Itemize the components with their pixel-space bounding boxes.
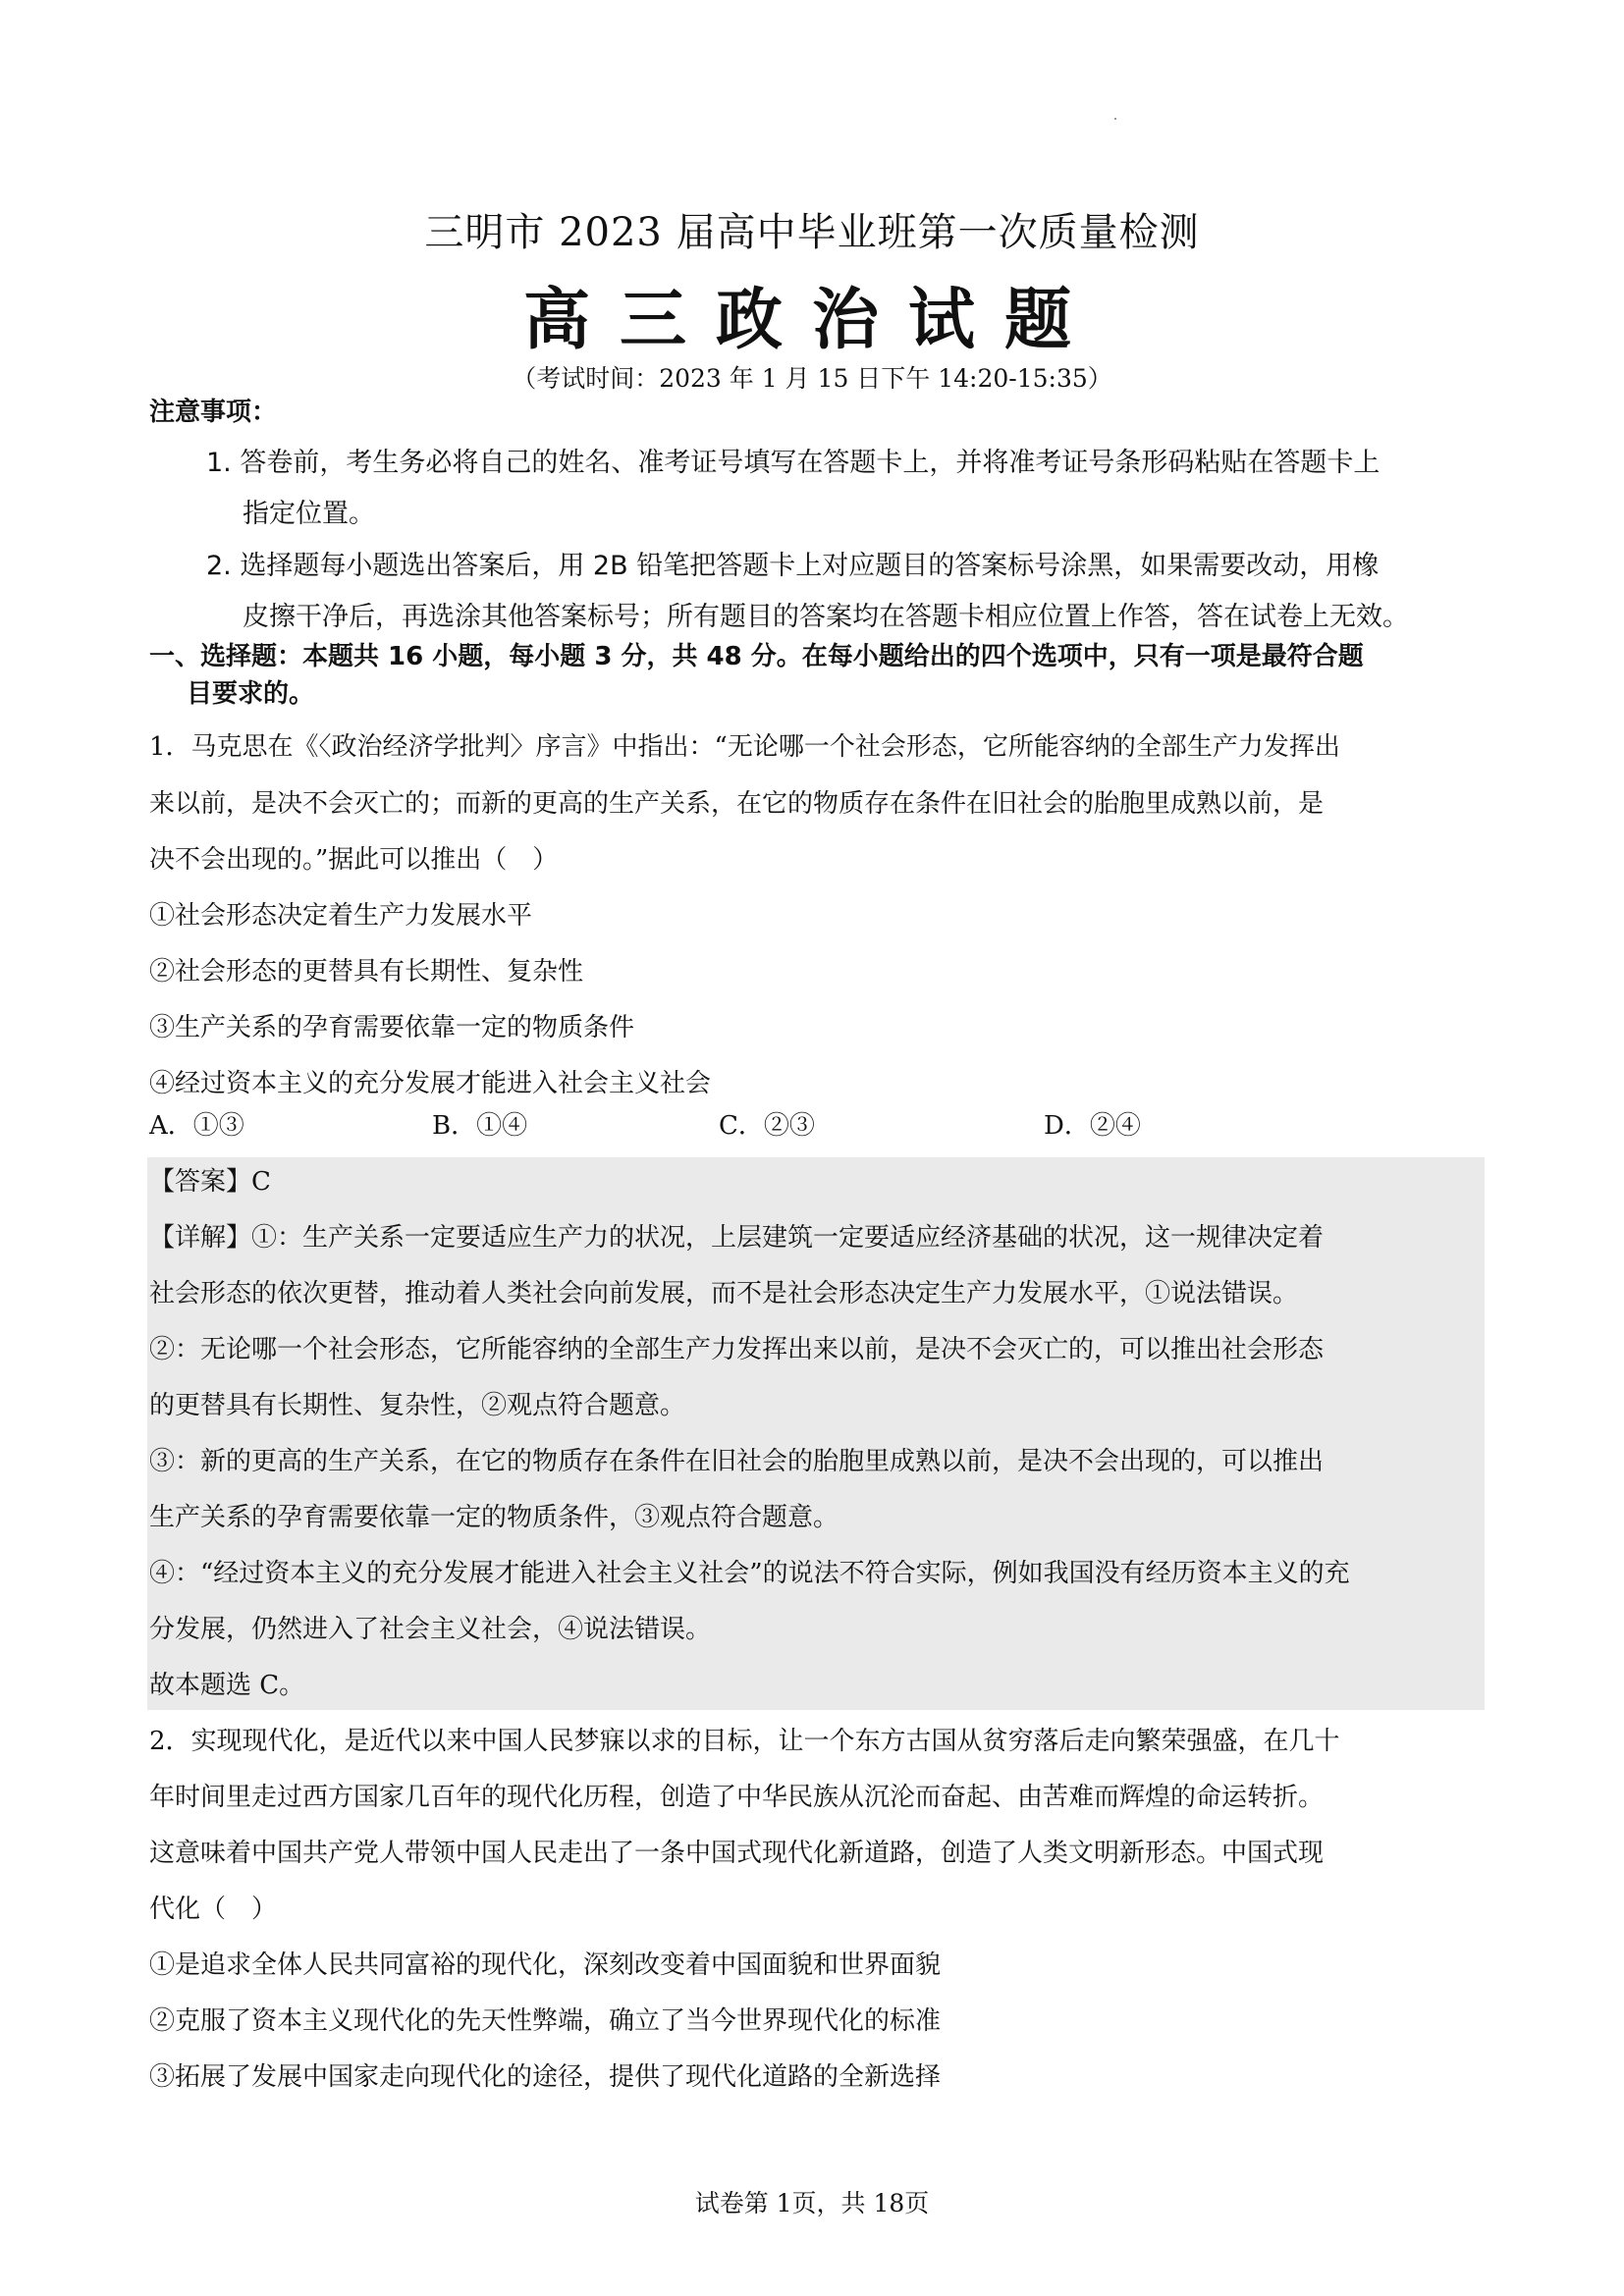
page-footer: 试卷第 1页，共 18页	[694, 2189, 930, 2217]
q1-detail-line-3: ②：无论哪一个社会形态，它所能容纳的全部生产力发挥出来以前，是决不会灭亡的，可以推出社会形态	[149, 1335, 1325, 1364]
q1-choice-a: A．①③	[149, 1111, 244, 1141]
q1-stem-line-1: 1．马克思在《〈政治经济学批判〉序言》中指出：“无论哪一个社会形态，它所能容纳的全部生产力发挥出	[149, 732, 1340, 762]
q1-answer: 【答案】C	[149, 1167, 271, 1197]
q1-stem-line-3: 决不会出现的。”据此可以推出（ ）	[149, 845, 559, 875]
exam-title: 高三政治试题	[522, 282, 1101, 359]
q2-stem-line-1: 2．实现现代化，是近代以来中国人民梦寐以求的目标，让一个东方古国从贫穷落后走向繁荣强盛，在几十	[149, 1727, 1340, 1756]
notice-item-1-line-2: 指定位置。	[243, 499, 375, 529]
notice-item-2-line-2: 皮擦干净后，再选涂其他答案标号；所有题目的答案均在答题卡相应位置上作答，答在试卷上无效。	[243, 602, 1409, 632]
scan-speck	[1114, 118, 1116, 120]
exam-subtitle: 三明市 2023 届高中毕业班第一次质量检测	[424, 210, 1200, 255]
q2-stem-line-4: 代化（ ）	[149, 1895, 278, 1924]
q2-stem-line-3: 这意味着中国共产党人带领中国人民走出了一条中国式现代化新道路，创造了人类文明新形态。中国式现	[149, 1839, 1325, 1868]
q2-option-3: ③拓展了发展中国家走向现代化的途径，提供了现代化道路的全新选择	[149, 2062, 942, 2092]
q1-option-4: ④经过资本主义的充分发展才能进入社会主义社会	[149, 1069, 712, 1098]
q1-option-3: ③生产关系的孕育需要依靠一定的物质条件	[149, 1013, 635, 1042]
q1-detail-line-9: 故本题选 C。	[149, 1671, 305, 1700]
q1-detail-line-6: 生产关系的孕育需要依靠一定的物质条件，③观点符合题意。	[149, 1503, 839, 1532]
q1-detail-line-4: 的更替具有长期性、复杂性，②观点符合题意。	[149, 1391, 686, 1420]
q1-detail-line-2: 社会形态的依次更替，推动着人类社会向前发展，而不是社会形态决定生产力发展水平，①说法错误。	[149, 1279, 1299, 1308]
q1-detail-line-8: 分发展，仍然进入了社会主义社会，④说法错误。	[149, 1615, 712, 1644]
section-heading-line-2: 目要求的。	[187, 679, 315, 709]
q1-choice-c: C．②③	[719, 1111, 815, 1141]
q2-option-1: ①是追求全体人民共同富裕的现代化，深刻改变着中国面貌和世界面貌	[149, 1950, 942, 1980]
q2-option-2: ②克服了资本主义现代化的先天性弊端，确立了当今世界现代化的标准	[149, 2006, 942, 2036]
q1-detail-line-5: ③：新的更高的生产关系，在它的物质存在条件在旧社会的胎胞里成熟以前，是决不会出现的，可以推出	[149, 1447, 1325, 1476]
notice-heading: 注意事项：	[149, 398, 278, 427]
q1-choice-b: B．①④	[432, 1111, 528, 1141]
q2-stem-line-2: 年时间里走过西方国家几百年的现代化历程，创造了中华民族从沉沦而奋起、由苦难而辉煌的命运转折。	[149, 1783, 1325, 1812]
q1-detail-line-7: ④：“经过资本主义的充分发展才能进入社会主义社会”的说法不符合实际，例如我国没有经历资本主义的充	[149, 1559, 1350, 1588]
q1-option-2: ②社会形态的更替具有长期性、复杂性	[149, 957, 584, 987]
q1-option-1: ①社会形态决定着生产力发展水平	[149, 901, 533, 931]
exam-time: （考试时间：2023 年 1 月 15 日下午 14:20-15:35）	[512, 364, 1112, 393]
notice-item-1-line-1: 1. 答卷前，考生务必将自己的姓名、准考证号填写在答题卡上，并将准考证号条形码粘贴在答题卡上	[206, 448, 1380, 478]
section-heading-line-1: 一、选择题：本题共 16 小题，每小题 3 分，共 48 分。在每小题给出的四个选项中，只有一项是最符合题	[149, 642, 1364, 671]
q1-stem-line-2: 来以前，是决不会灭亡的；而新的更高的生产关系，在它的物质存在条件在旧社会的胎胞里成熟以前，是	[149, 789, 1325, 819]
notice-item-2-line-1: 2. 选择题每小题选出答案后，用 2B 铅笔把答题卡上对应题目的答案标号涂黑，如果需要改动，用橡	[206, 551, 1380, 581]
q1-detail-line-1: 【详解】①：生产关系一定要适应生产力的状况，上层建筑一定要适应经济基础的状况，这一规律决定着	[149, 1223, 1325, 1253]
q1-choice-d: D．②④	[1044, 1111, 1141, 1141]
